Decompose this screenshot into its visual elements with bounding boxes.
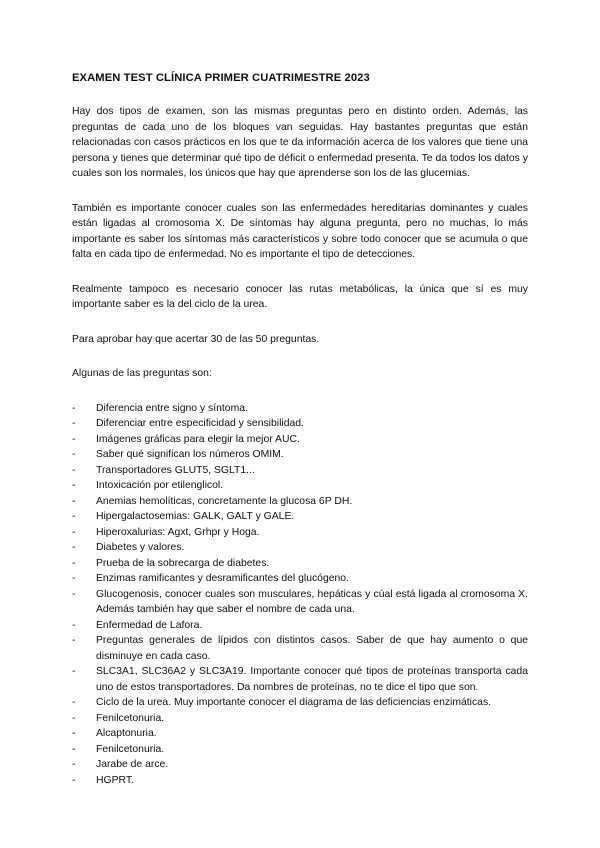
question-text: Prueba de la sobrecarga de diabetes. bbox=[96, 557, 270, 569]
question-text: Alcaptonuria. bbox=[96, 728, 157, 739]
question-text: Hipergalactosemias: GALK, GALT y GALE. bbox=[96, 511, 295, 522]
list-item bbox=[72, 401, 528, 417]
list-item bbox=[72, 742, 528, 758]
bullet-dash: - bbox=[72, 743, 76, 755]
paragraph-metabolic-routes: Realmente tampoco es necesario conocer las rutas metabólicas, la única que sí es muy importante saber es la del ciclo de la urea. bbox=[72, 283, 528, 310]
bullet-dash: - bbox=[72, 759, 76, 770]
list-item bbox=[72, 664, 528, 695]
list-item bbox=[72, 416, 528, 432]
bullet-dash: - bbox=[72, 619, 76, 631]
paragraph-exam-types: Hay dos tipos de examen, son las mismas preguntas pero en distinto orden. Además, las preguntas de cada uno de los bloques van seguidas. Hay bastantes preguntas que están relacionadas con casos prácticos en los que te da información acerca de los valores que tiene una persona y tienes que determinar qué tipo de déficit o enfermedad presenta. Te da todos los datos y cuales son los normales, los únicos que hay que aprenderse son los de las glucemias. bbox=[72, 106, 528, 179]
bullet-dash: - bbox=[72, 542, 76, 553]
questions-list bbox=[72, 401, 528, 789]
question-text: Enzimas ramificantes y desramificantes del glucógeno. bbox=[96, 573, 349, 584]
question-text: Ciclo de la urea. Muy importante conocer el diagrama de las deficiencias enzimáticas. bbox=[96, 697, 492, 708]
question-text: Diferencia entre signo y síntoma. bbox=[96, 402, 248, 414]
question-text: Diabetes y valores. bbox=[96, 542, 185, 553]
list-item bbox=[72, 695, 528, 711]
paragraph-pass-requirement: Para aprobar hay que acertar 30 de las 50 preguntas. bbox=[72, 333, 320, 345]
bullet-dash: - bbox=[72, 712, 76, 724]
bullet-dash: - bbox=[72, 666, 76, 677]
list-item bbox=[72, 494, 528, 510]
bullet-dash: - bbox=[72, 480, 76, 491]
list-item bbox=[72, 525, 528, 541]
bullet-dash: - bbox=[72, 464, 76, 476]
list-item bbox=[72, 757, 528, 773]
question-text: Preguntas generales de lípidos con distintos casos. Saber de que hay aumento o que disminuye en cada caso. bbox=[96, 635, 528, 662]
bullet-dash: - bbox=[72, 449, 76, 460]
list-item bbox=[72, 633, 528, 664]
question-text: Fenilcetonuria. bbox=[96, 712, 165, 724]
question-text: Anemias hemolíticas, concretamente la glucosa 6P DH. bbox=[96, 495, 353, 507]
bullet-dash: - bbox=[72, 573, 76, 584]
question-text: Intoxicación por etilenglicol. bbox=[96, 480, 224, 491]
question-text: Enfermedad de Lafora. bbox=[96, 619, 203, 631]
bullet-dash: - bbox=[72, 418, 76, 429]
list-item bbox=[72, 726, 528, 742]
list-item bbox=[72, 711, 528, 727]
list-item bbox=[72, 478, 528, 494]
question-text: Saber qué significan los números OMIM. bbox=[96, 449, 284, 460]
bullet-dash: - bbox=[72, 495, 76, 507]
paragraph-questions-intro: Algunas de las preguntas son: bbox=[72, 368, 212, 379]
bullet-dash: - bbox=[72, 526, 76, 538]
list-item bbox=[72, 509, 528, 525]
list-item bbox=[72, 587, 528, 618]
question-text: Fenilcetonuria. bbox=[96, 743, 165, 755]
list-item bbox=[72, 773, 528, 789]
bullet-dash: - bbox=[72, 697, 76, 708]
question-text: Hiperoxalurias: Agxt, Grhpr y Hoga. bbox=[96, 526, 260, 538]
question-text: Imágenes gráficas para elegir la mejor AUC. bbox=[96, 433, 300, 445]
question-text: Transportadores GLUT5, SGLT1... bbox=[96, 464, 255, 476]
paragraph-hereditary-diseases: También es importante conocer cuales son las enfermedades hereditarias dominantes y cuales están ligadas al cromosoma X. De síntomas hay alguna pregunta, pero no muchas, lo más importante es saber los síntomas más característicos y sobre todo conocer que se acumula o que falta en cada tipo de enfermedad. No es importante el tipo de detecciones. bbox=[72, 202, 528, 260]
question-text: SLC3A1, SLC36A2 y SLC3A19. Importante conocer qué tipos de proteínas transporta cada uno de estos transportadores. Da nombres de proteínas, no te dice el tipo que son. bbox=[96, 666, 528, 693]
question-text: Glucogenosis, conocer cuales son musculares, hepáticas y cúal está ligada al cromosoma X. Además también hay que saber el nombre de cada una. bbox=[96, 588, 528, 615]
bullet-dash: - bbox=[72, 511, 76, 522]
list-item bbox=[72, 556, 528, 572]
document-title: EXAMEN TEST CLÍNICA PRIMER CUATRIMESTRE 2023 bbox=[72, 72, 370, 84]
question-text: HGPRT. bbox=[96, 774, 134, 786]
list-item bbox=[72, 571, 528, 587]
list-item bbox=[72, 618, 528, 634]
list-item bbox=[72, 432, 528, 448]
bullet-dash: - bbox=[72, 402, 76, 414]
question-text: Jarabe de arce. bbox=[96, 759, 169, 770]
list-item bbox=[72, 540, 528, 556]
bullet-dash: - bbox=[72, 557, 76, 569]
question-text: Diferenciar entre especificidad y sensibilidad. bbox=[96, 418, 304, 429]
list-item bbox=[72, 463, 528, 479]
list-item bbox=[72, 447, 528, 463]
document-page bbox=[72, 64, 528, 788]
bullet-dash: - bbox=[72, 774, 76, 786]
bullet-dash: - bbox=[72, 588, 76, 600]
bullet-dash: - bbox=[72, 433, 76, 445]
bullet-dash: - bbox=[72, 728, 76, 739]
bullet-dash: - bbox=[72, 635, 76, 646]
